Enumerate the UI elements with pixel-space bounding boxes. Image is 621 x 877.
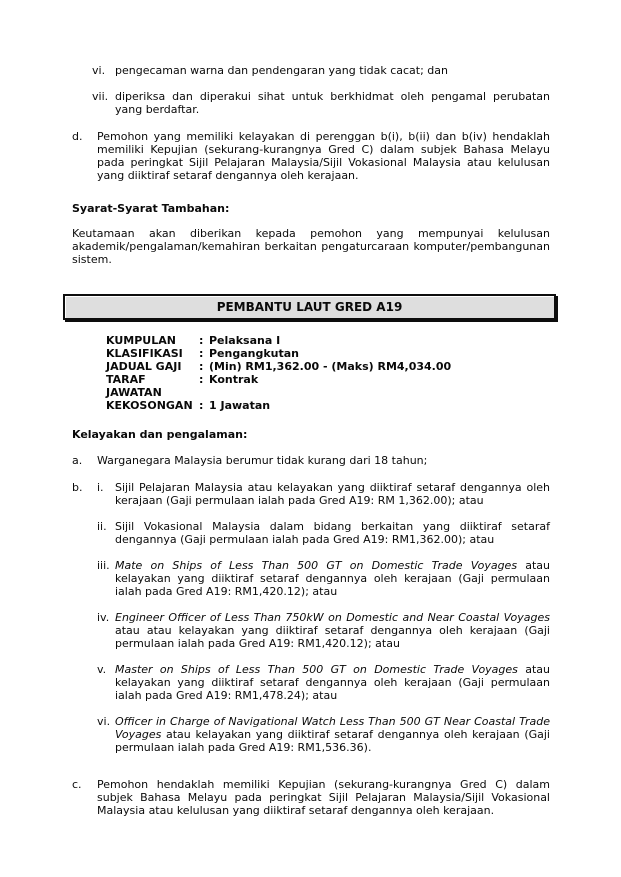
- list-marker: c.: [72, 778, 82, 791]
- list-item-text: [115, 663, 550, 702]
- list-item-text: [115, 481, 550, 507]
- detail-colon: :: [199, 334, 204, 347]
- list-item-b-iv: [97, 611, 550, 650]
- list-item-text-rest: Sijil Vokasional Malaysia dalam bidang berkaitan yang diiktiraf setaraf dengannya (Gaji permulaan ialah pada Gred A19: RM1,362.00); atau: [115, 520, 550, 546]
- detail-colon: :: [199, 347, 204, 360]
- list-item-text: Warganegara Malaysia berumur tidak kurang dari 18 tahun;: [97, 454, 428, 467]
- list-marker: iv.: [97, 611, 110, 624]
- list-marker: vi.: [92, 64, 106, 77]
- list-item-d: [72, 130, 550, 182]
- detail-row-kekosongan: [106, 399, 550, 412]
- list-item-b-vi: [97, 715, 550, 754]
- list-item-text-rest: atau atau kelayakan yang diiktiraf setaraf dengannya oleh kerajaan (Gaji permulaan ialah pada Gred A19: RM1,420.12); atau: [115, 624, 550, 650]
- certificate-title-italic: Engineer Officer of Less Than 750kW on Domestic and Near Coastal Voyages: [115, 611, 550, 624]
- additional-paragraph: Keutamaan akan diberikan kepada pemohon yang mempunyai kelulusan akademik/pengalaman/kemahiran berkaitan pengaturcaraan komputer/pembangunan sistem.: [72, 227, 550, 266]
- list-item-b-i: [97, 481, 550, 507]
- list-item-text: [115, 520, 550, 546]
- job-title-banner: [63, 294, 556, 320]
- list-item-vi: [92, 64, 550, 77]
- detail-label: JADUAL GAJI: [106, 360, 182, 373]
- list-item-text: [115, 715, 550, 754]
- list-item-text: Pemohon yang memiliki kelayakan di perenggan b(i), b(ii) dan b(iv) hendaklah memiliki Kepujian (sekurang-kurangnya Gred C) dalam subjek Bahasa Melayu pada peringkat Sijil Pelajaran Malaysia/Sijil Vokasional Malaysia atau kelulusan yang diiktiraf setaraf dengannya oleh kerajaan.: [97, 130, 550, 182]
- list-item-text: Pemohon hendaklah memiliki Kepujian (sekurang-kurangnya Gred C) dalam subjek Bahasa Melayu pada peringkat Sijil Pelajaran Malaysia/Sijil Vokasional Malaysia atau kelulusan yang diiktiraf setaraf dengannya oleh kerajaan.: [97, 778, 550, 817]
- list-item-b-iii: [97, 559, 550, 598]
- detail-label: KEKOSONGAN: [106, 399, 193, 412]
- list-item-b-v: [97, 663, 550, 702]
- list-marker: vi.: [97, 715, 111, 728]
- list-item-text-rest: atau kelayakan yang diiktiraf setaraf dengannya oleh kerajaan (Gaji permulaan ialah pada Gred A19: RM1,420.12); atau: [115, 559, 550, 598]
- list-item-text: [115, 559, 550, 598]
- detail-row-jadual-gaji: [106, 360, 550, 373]
- certificate-title-italic: Officer in Charge of Navigational Watch Less Than 500 GT Near Coastal Trade Voyages: [115, 715, 550, 741]
- job-details-block: [106, 334, 550, 412]
- detail-value: Pengangkutan: [209, 347, 300, 360]
- detail-colon: :: [199, 360, 204, 373]
- detail-label: TARAF JAWATAN: [106, 373, 162, 399]
- list-marker: iii.: [97, 559, 110, 572]
- list-item-text-rest: Sijil Pelajaran Malaysia atau kelayakan yang diiktiraf setaraf dengannya oleh kerajaan (Gaji permulaan ialah pada Gred A19: RM 1,362.00); atau: [115, 481, 550, 507]
- detail-row-klasifikasi: [106, 347, 550, 360]
- detail-row-kumpulan: [106, 334, 550, 347]
- detail-value: Kontrak: [209, 373, 259, 386]
- list-item-c: [72, 778, 550, 817]
- detail-colon: :: [199, 373, 204, 386]
- list-marker: ii.: [97, 520, 107, 533]
- detail-label: KLASIFIKASI: [106, 347, 183, 360]
- list-item-text: diperiksa dan diperakui sihat untuk berkhidmat oleh pengamal perubatan yang berdaftar.: [115, 90, 550, 116]
- list-item-b: [72, 481, 550, 766]
- detail-value: 1 Jawatan: [209, 399, 271, 412]
- list-item-text-rest: atau kelayakan yang diiktiraf setaraf dengannya oleh kerajaan (Gaji permulaan ialah pada Gred A19: RM1,478.24); atau: [115, 663, 550, 702]
- list-item-text: [115, 611, 550, 650]
- list-marker: vii.: [92, 90, 109, 103]
- job-title: PEMBANTU LAUT GRED A19: [216, 300, 403, 314]
- detail-colon: :: [199, 399, 204, 412]
- list-marker: i.: [97, 481, 104, 494]
- list-marker: b.: [72, 481, 83, 494]
- sub-list-b: [97, 481, 550, 766]
- list-item-vii: [92, 90, 550, 116]
- detail-label: KUMPULAN: [106, 334, 176, 347]
- list-item-b-ii: [97, 520, 550, 546]
- list-item-text-rest: atau kelayakan yang diiktiraf setaraf dengannya oleh kerajaan (Gaji permulaan ialah pada Gred A19: RM1,536.36).: [115, 728, 550, 754]
- list-item-a: [72, 454, 550, 467]
- section-heading-additional: Syarat-Syarat Tambahan:: [72, 202, 230, 215]
- detail-row-taraf-jawatan: [106, 373, 550, 399]
- certificate-title-italic: Mate on Ships of Less Than 500 GT on Domestic Trade Voyages: [115, 559, 518, 572]
- list-marker: v.: [97, 663, 107, 676]
- list-marker: d.: [72, 130, 83, 143]
- certificate-title-italic: Master on Ships of Less Than 500 GT on Domestic Trade Voyages: [115, 663, 518, 676]
- section-heading-qualifications: Kelayakan dan pengalaman:: [72, 428, 248, 441]
- detail-value: (Min) RM1,362.00 - (Maks) RM4,034.00: [209, 360, 452, 373]
- detail-value: Pelaksana I: [209, 334, 281, 347]
- list-marker: a.: [72, 454, 83, 467]
- list-item-text: pengecaman warna dan pendengaran yang tidak cacat; dan: [115, 64, 448, 77]
